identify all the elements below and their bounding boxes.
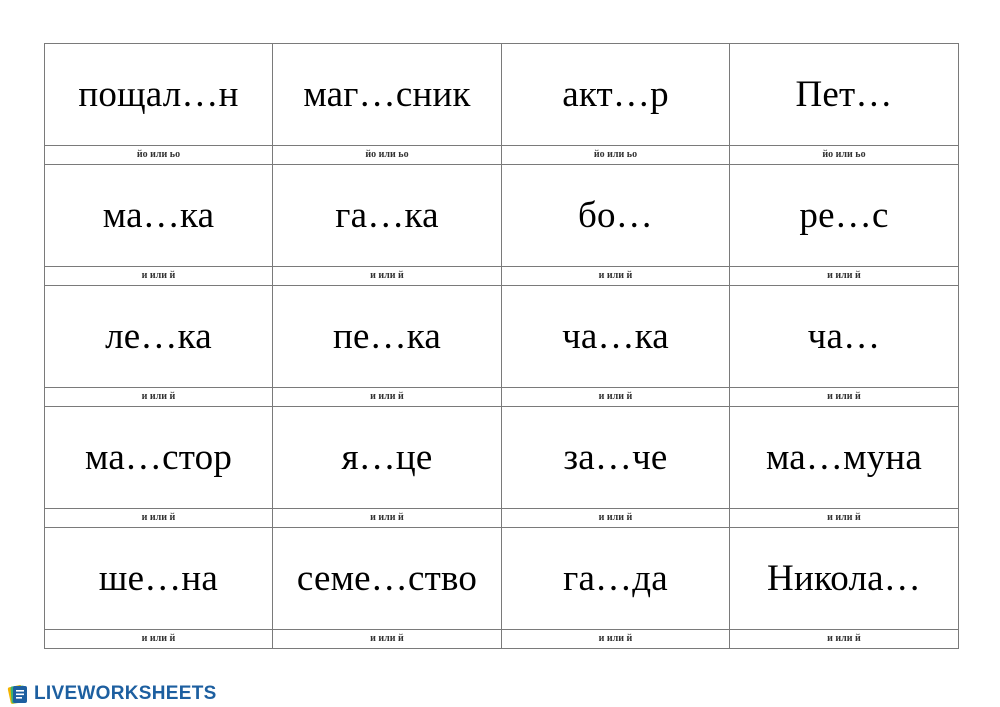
hint-label: йо или ьо <box>730 146 959 165</box>
hint-label: и или й <box>730 267 959 286</box>
hint-label: йо или ьо <box>273 146 502 165</box>
word-cell[interactable]: Никола… <box>730 528 959 630</box>
hint-label: и или й <box>45 509 273 528</box>
hint-label: и или й <box>273 630 502 649</box>
hint-label: и или й <box>45 267 273 286</box>
word-row <box>45 528 959 630</box>
word-cell[interactable]: за…че <box>502 407 730 509</box>
hint-label: и или й <box>730 509 959 528</box>
hint-label: и или й <box>273 388 502 407</box>
word-cell[interactable]: бо… <box>502 165 730 267</box>
word-cell[interactable]: ма…стор <box>45 407 273 509</box>
word-row <box>45 165 959 267</box>
word-cell[interactable]: ле…ка <box>45 286 273 388</box>
hint-label: и или й <box>730 630 959 649</box>
word-row <box>45 286 959 388</box>
word-row <box>45 407 959 509</box>
worksheet-grid <box>44 43 959 649</box>
word-cell[interactable]: ма…муна <box>730 407 959 509</box>
word-cell[interactable]: ча… <box>730 286 959 388</box>
hint-label: и или й <box>45 630 273 649</box>
word-cell[interactable]: я…це <box>273 407 502 509</box>
word-row <box>45 44 959 146</box>
hint-label: йо или ьо <box>45 146 273 165</box>
hint-label: и или й <box>502 630 730 649</box>
word-cell[interactable]: семе…ство <box>273 528 502 630</box>
hint-label: йо или ьо <box>502 146 730 165</box>
hint-label: и или й <box>273 509 502 528</box>
word-cell[interactable]: ре…с <box>730 165 959 267</box>
word-cell[interactable]: пощал…н <box>45 44 273 146</box>
hint-label: и или й <box>502 267 730 286</box>
hint-row <box>45 146 959 165</box>
hint-label: и или й <box>502 509 730 528</box>
word-cell[interactable]: ча…ка <box>502 286 730 388</box>
hint-label: и или й <box>730 388 959 407</box>
worksheet-stack-icon <box>7 683 29 705</box>
hint-label: и или й <box>273 267 502 286</box>
hint-row <box>45 509 959 528</box>
brand-text: LIVEWORKSHEETS <box>34 683 217 704</box>
word-cell[interactable]: акт…р <box>502 44 730 146</box>
word-cell[interactable]: ма…ка <box>45 165 273 267</box>
word-cell[interactable]: га…ка <box>273 165 502 267</box>
word-cell[interactable]: маг…сник <box>273 44 502 146</box>
word-cell[interactable]: ше…на <box>45 528 273 630</box>
hint-row <box>45 388 959 407</box>
word-cell[interactable]: Пет… <box>730 44 959 146</box>
hint-label: и или й <box>502 388 730 407</box>
hint-label: и или й <box>45 388 273 407</box>
word-cell[interactable]: га…да <box>502 528 730 630</box>
word-cell[interactable]: пе…ка <box>273 286 502 388</box>
liveworksheets-logo <box>7 683 217 705</box>
hint-row <box>45 267 959 286</box>
hint-row <box>45 630 959 649</box>
